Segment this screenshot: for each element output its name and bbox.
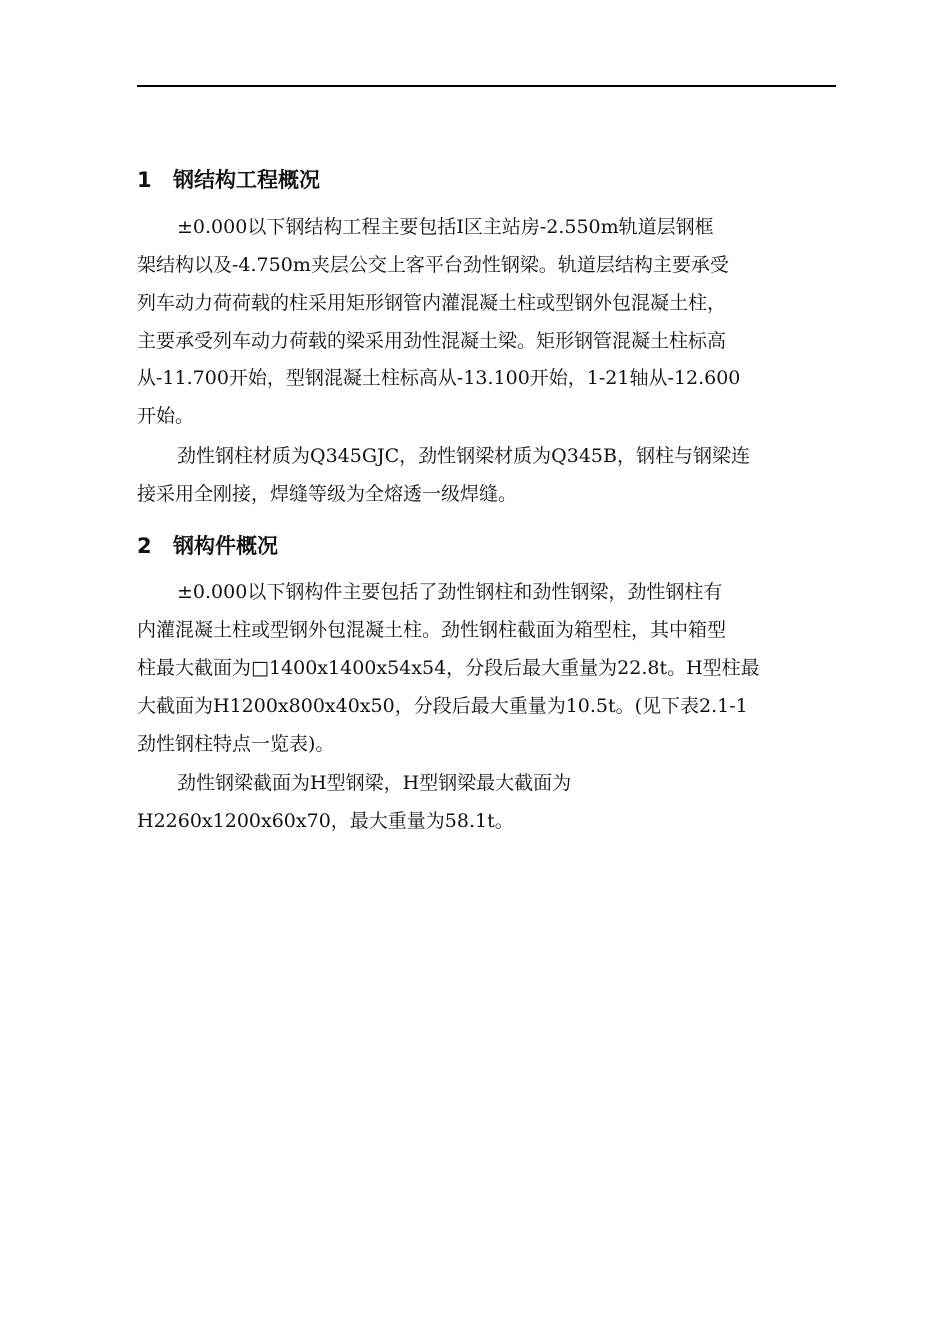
section-heading-1	[137, 164, 320, 194]
section-number: 2	[137, 534, 152, 558]
section-heading-2	[137, 530, 278, 560]
section-number: 1	[137, 168, 152, 192]
section-title: 钢构件概况	[173, 534, 278, 558]
paragraph-line: 大截面为H1200x800x40x50，分段后最大重量为10.5t。(见下表2.1-1	[137, 695, 748, 717]
paragraph-line: 内灌混凝土柱或型钢外包混凝土柱。劲性钢柱截面为箱型柱，其中箱型	[137, 619, 727, 641]
paragraph-line: 主要承受列车动力荷载的梁采用劲性混凝土梁。矩形钢管混凝土柱标高	[137, 330, 727, 352]
paragraph-line: 劲性钢柱材质为Q345GJC，劲性钢梁材质为Q345B，钢柱与钢梁连	[177, 445, 750, 467]
paragraph-line: H2260x1200x60x70，最大重量为58.1t。	[137, 810, 514, 832]
paragraph-line: 开始。	[137, 405, 195, 427]
paragraph-line: 列车动力荷荷载的柱采用矩形钢管内灌混凝土柱或型钢外包混凝土柱，	[137, 292, 727, 314]
paragraph-line: 劲性钢柱特点一览表)。	[137, 733, 335, 755]
paragraph-line: 从-11.700开始，型钢混凝土柱标高从-13.100开始，1-21轴从-12.600	[137, 367, 741, 389]
section-title: 钢结构工程概况	[173, 168, 320, 192]
paragraph-line: 接采用全刚接，焊缝等级为全熔透一级焊缝。	[137, 483, 518, 505]
paragraph-line: 架结构以及-4.750m夹层公交上客平台劲性钢梁。轨道层结构主要承受	[137, 254, 729, 276]
header-rule	[137, 85, 836, 87]
paragraph-line: ±0.000以下钢结构工程主要包括Ⅰ区主站房-2.550m轨道层钢框	[177, 216, 714, 238]
paragraph-line: ±0.000以下钢构件主要包括了劲性钢柱和劲性钢梁，劲性钢柱有	[177, 581, 723, 603]
paragraph-line: 劲性钢梁截面为H型钢梁，H型钢梁最大截面为	[177, 772, 572, 794]
paragraph-line: 柱最大截面为□1400x1400x54x54，分段后最大重量为22.8t。H型柱最	[137, 657, 760, 679]
